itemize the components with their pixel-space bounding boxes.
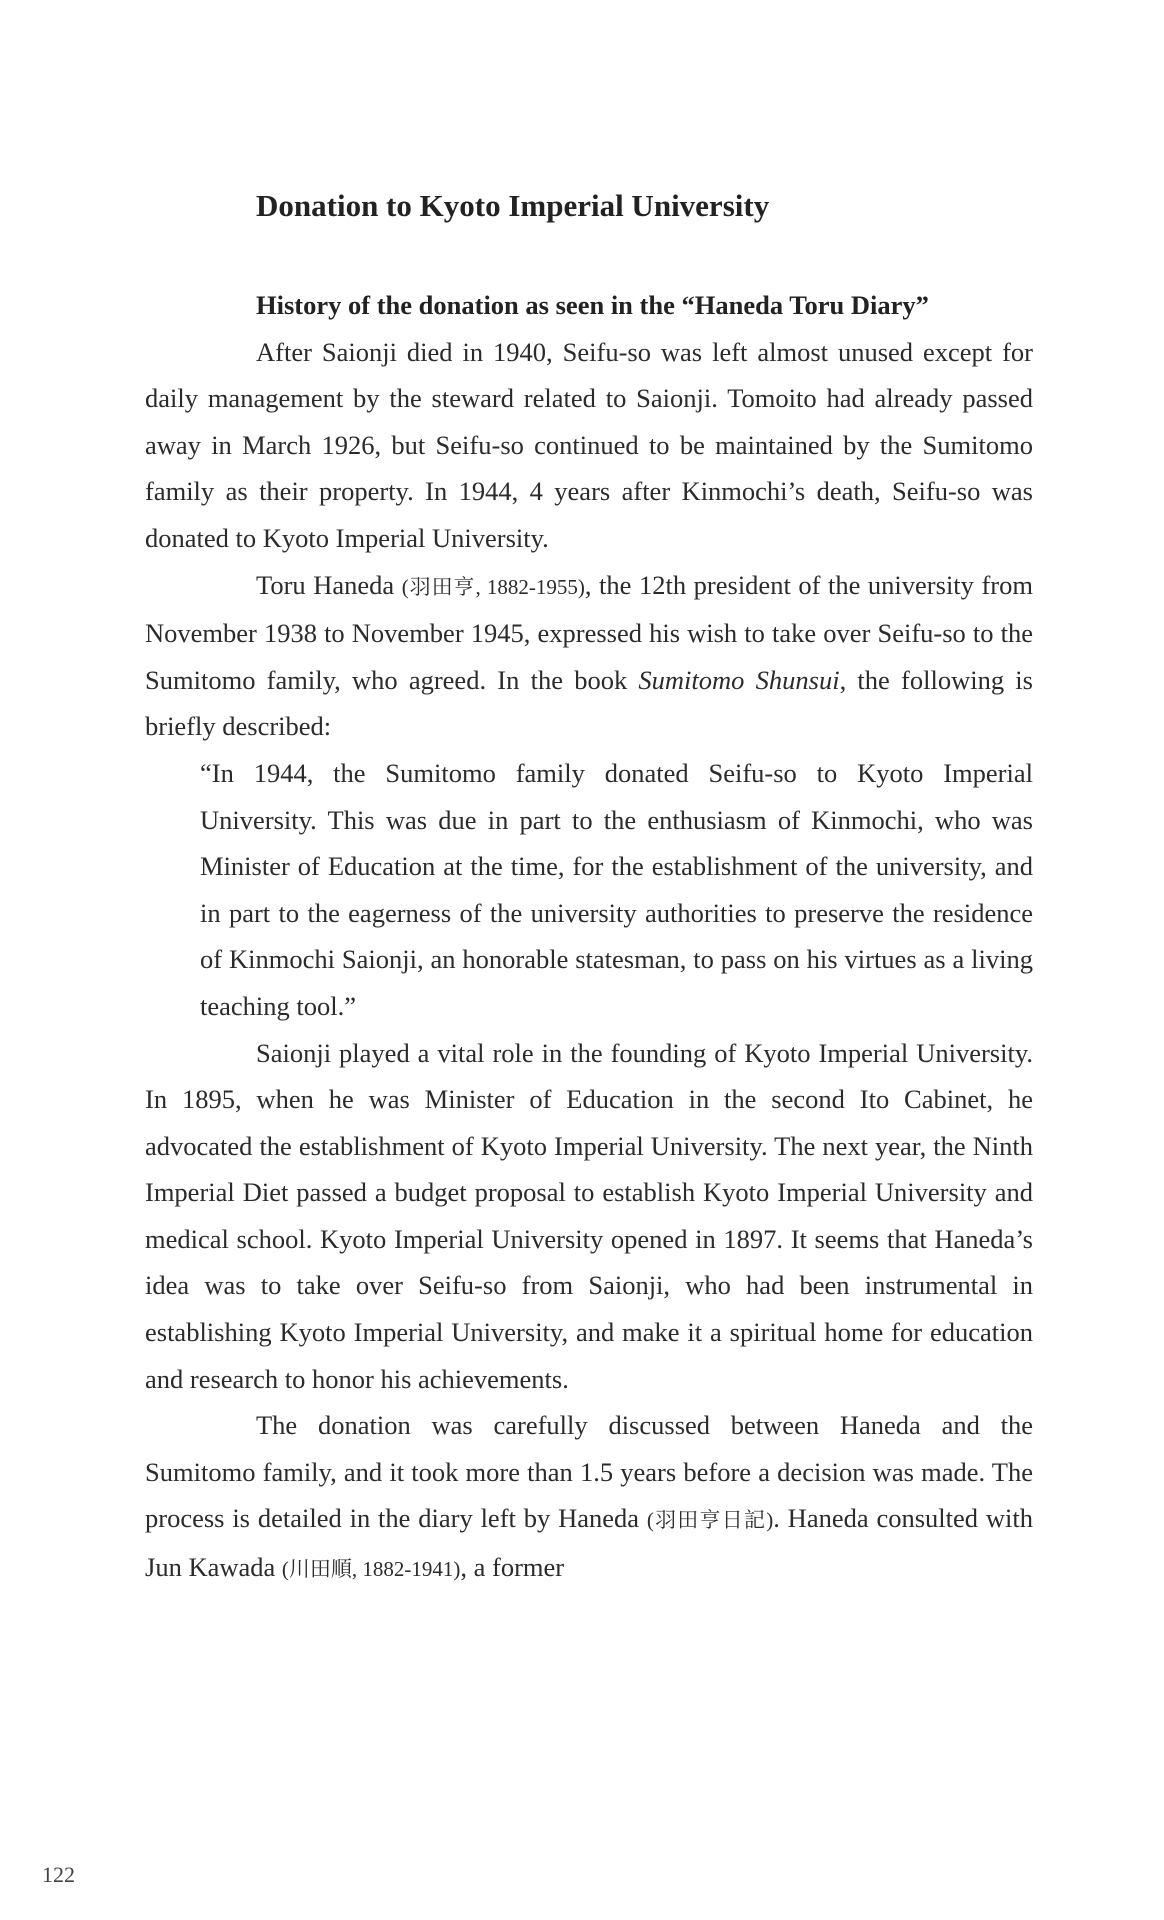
paragraph-4-part-2: . Haneda consulted with Jun Kawada [145,1503,1033,1583]
paragraph-4-part-1: The donation was carefully discussed between Haneda and the Sumitomo family, and it took more than 1.5 years before a decision was made. The process is detailed in the diary left by Haneda [145,1410,1033,1534]
paragraph-4-cjk-name: (川田順, 1882-1941) [281,1557,461,1582]
paragraph-2-part-1: Toru Haneda [256,569,402,600]
paragraph-3: Saionji played a vital role in the founding of Kyoto Imperial University. In 1895, when he was Minister of Education in the second Ito Cabinet, he advocated the establishment of Kyoto Imperial University. The next year, the Ninth Imperial Diet passed a budget proposal to establish Kyoto Imperial University and medical school. Kyoto Imperial University opened in 1897. It seems that Haneda’s idea was to take over Seifu-so from Saionji, who had been instrumental in establishing Kyoto Imperial University, and make it a spiritual home for education and research to honor his achievements. [145,1037,1033,1394]
paragraph-2-part-3: , the following is briefly described: [145,664,1033,742]
section-title: Donation to Kyoto Imperial University [256,188,770,223]
paragraph-2 [145,562,1033,750]
paragraph-4 [145,1402,1033,1592]
paragraph-2-part-2: , the 12th president of the university from November 1938 to November 1945, expressed his wish to take over Seifu-so to the Sumitomo family, who agreed. In the book [145,569,1033,695]
paragraph-4-cjk-diary: (羽田亨日記) [646,1508,774,1533]
block-quote: “In 1944, the Sumitomo family donated Seifu-so to Kyoto Imperial University. This was due in part to the enthusiasm of Kinmochi, who was Minister of Education at the time, for the establishment of the university, and in part to the eagerness of the university authorities to preserve the residence of Kinmochi Saionji, an honorable statesman, to pass on his virtues as a living teaching tool.” [200,757,1033,1021]
paragraph-1: After Saionji died in 1940, Seifu-so was left almost unused except for daily management by the steward related to Saionji. Tomoito had already passed away in March 1926, but Seifu-so continued to be maintained by the Sumitomo family as their property. In 1944, 4 years after Kinmochi’s death, Seifu-so was donated to Kyoto Imperial University. [145,336,1033,553]
subheading: History of the donation as seen in the “Haneda Toru Diary” [256,290,929,320]
paragraph-4-part-3: , a former [460,1552,565,1583]
book-title: Sumitomo Shunsui [638,664,840,695]
body-text [145,282,1033,1593]
paragraph-2-cjk-name: (羽田亨, 1882-1955) [401,574,585,599]
page-number: 122 [42,1862,75,1887]
